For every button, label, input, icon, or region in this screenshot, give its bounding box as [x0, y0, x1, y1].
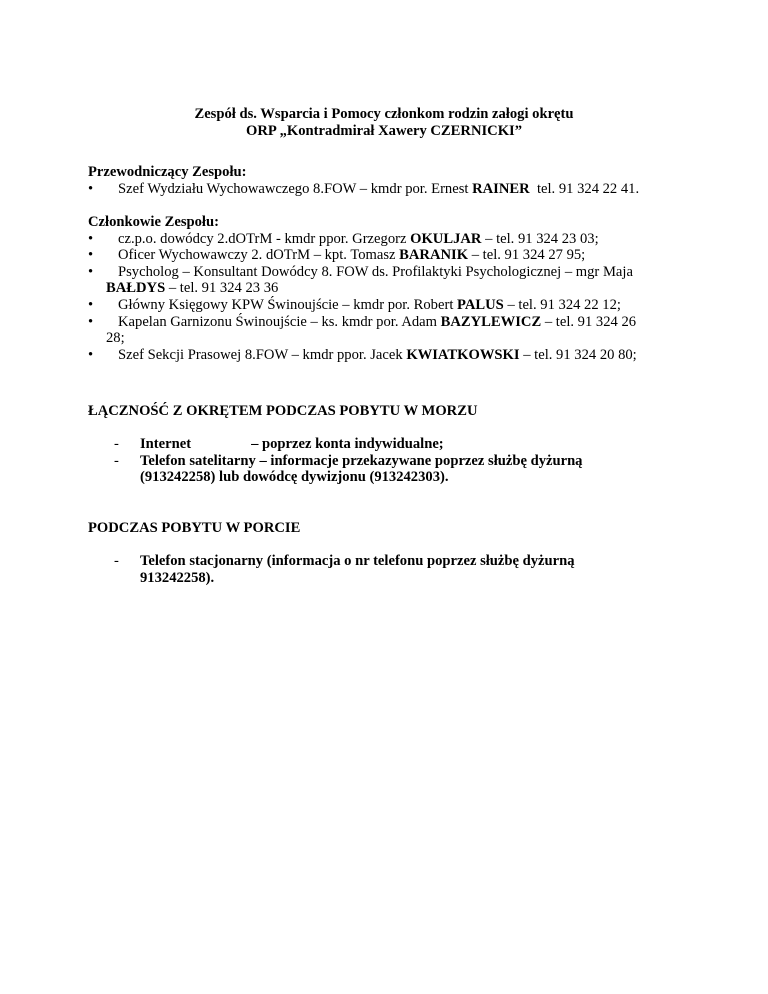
- member-1-prefix: cz.p.o. dowódcy 2.dOTrM - kmdr ppor. Grzegorz: [118, 230, 411, 247]
- port-line-1: Telefon stacjonarny (informacja o nr telefonu poprzez służbę dyżurną: [140, 553, 575, 569]
- internet-label: Internet: [140, 436, 192, 452]
- sea-satellite-item: [114, 453, 674, 470]
- member-item-3: [88, 264, 708, 281]
- chair-suffix: tel. 91 324 22 41.: [529, 180, 640, 197]
- member-3-surname: BAŁDYS: [106, 280, 166, 297]
- chair-heading: Przewodniczący Zespołu:: [88, 164, 247, 180]
- port-heading: PODCZAS POBYTU W PORCIE: [88, 520, 301, 536]
- member-3-continuation: [88, 280, 708, 297]
- member-6-surname: KWIATKOWSKI: [406, 346, 520, 363]
- member-1-surname: OKULJAR: [410, 230, 482, 247]
- member-item-4: [88, 297, 708, 314]
- dash: -: [114, 553, 119, 569]
- document-title: [0, 106, 768, 139]
- sea-internet-item: [114, 436, 674, 453]
- chair-item: [88, 181, 708, 198]
- port-phone-item: [114, 553, 674, 570]
- member-item-1: [88, 231, 708, 248]
- member-item-5: [88, 314, 708, 331]
- satellite-line-1: Telefon satelitarny – informacje przekazywane poprzez służbę dyżurną: [140, 452, 583, 469]
- member-item-2: [88, 247, 708, 264]
- sea-heading: ŁĄCZNOŚĆ Z OKRĘTEM PODCZAS POBYTU W MORZU: [88, 403, 478, 419]
- member-6-suffix: – tel. 91 324 20 80;: [519, 346, 637, 363]
- title-line-1: Zespół ds. Wsparcia i Pomocy członkom rodzin załogi okrętu: [194, 106, 574, 122]
- bullet: •: [88, 247, 94, 264]
- member-2-surname: BARANIK: [399, 247, 469, 264]
- satellite-line-2: (913242258) lub dowódcę dywizjonu (913242303).: [140, 469, 449, 486]
- bullet: •: [88, 263, 94, 280]
- member-5-continuation: 28;: [106, 330, 125, 347]
- member-3-line-1: Psycholog – Konsultant Dowódcy 8. FOW ds. Profilaktyki Psychologicznej – mgr Maja: [118, 263, 633, 280]
- member-5-surname: BAZYLEWICZ: [440, 313, 542, 330]
- internet-text: – poprzez konta indywidualne;: [251, 436, 444, 452]
- chair-prefix: Szef Wydziału Wychowawczego 8.FOW – kmdr por. Ernest: [118, 180, 473, 197]
- member-3-suffix: – tel. 91 324 23 36: [165, 280, 279, 297]
- bullet: •: [88, 180, 94, 197]
- bullet: •: [88, 313, 94, 330]
- member-2-prefix: Oficer Wychowawczy 2. dOTrM – kpt. Tomasz: [118, 247, 400, 264]
- member-5-suffix: – tel. 91 324 26: [541, 313, 637, 330]
- member-4-prefix: Główny Księgowy KPW Świnoujście – kmdr por. Robert: [118, 296, 458, 313]
- chair-section: [88, 164, 708, 197]
- member-1-suffix: – tel. 91 324 23 03;: [481, 230, 599, 247]
- member-6-prefix: Szef Sekcji Prasowej 8.FOW – kmdr ppor. Jacek: [118, 346, 407, 363]
- member-4-suffix: – tel. 91 324 22 12;: [503, 296, 621, 313]
- bullet: •: [88, 346, 94, 363]
- members-section: [88, 214, 708, 363]
- port-list: [114, 553, 674, 586]
- member-2-suffix: – tel. 91 324 27 95;: [468, 247, 586, 264]
- member-item-6: [88, 347, 708, 364]
- port-line-2: 913242258).: [140, 569, 215, 586]
- members-heading: Członkowie Zespołu:: [88, 214, 219, 230]
- member-5-prefix: Kapelan Garnizonu Świnoujście – ks. kmdr por. Adam: [118, 313, 441, 330]
- bullet: •: [88, 296, 94, 313]
- dash: -: [114, 452, 119, 469]
- dash: -: [114, 436, 119, 452]
- chair-surname: RAINER: [472, 180, 530, 197]
- member-4-surname: PALUS: [457, 296, 504, 313]
- title-line-2: ORP „Kontradmirał Xawery CZERNICKI”: [245, 122, 523, 139]
- sea-list: [114, 436, 674, 486]
- bullet: •: [88, 230, 94, 247]
